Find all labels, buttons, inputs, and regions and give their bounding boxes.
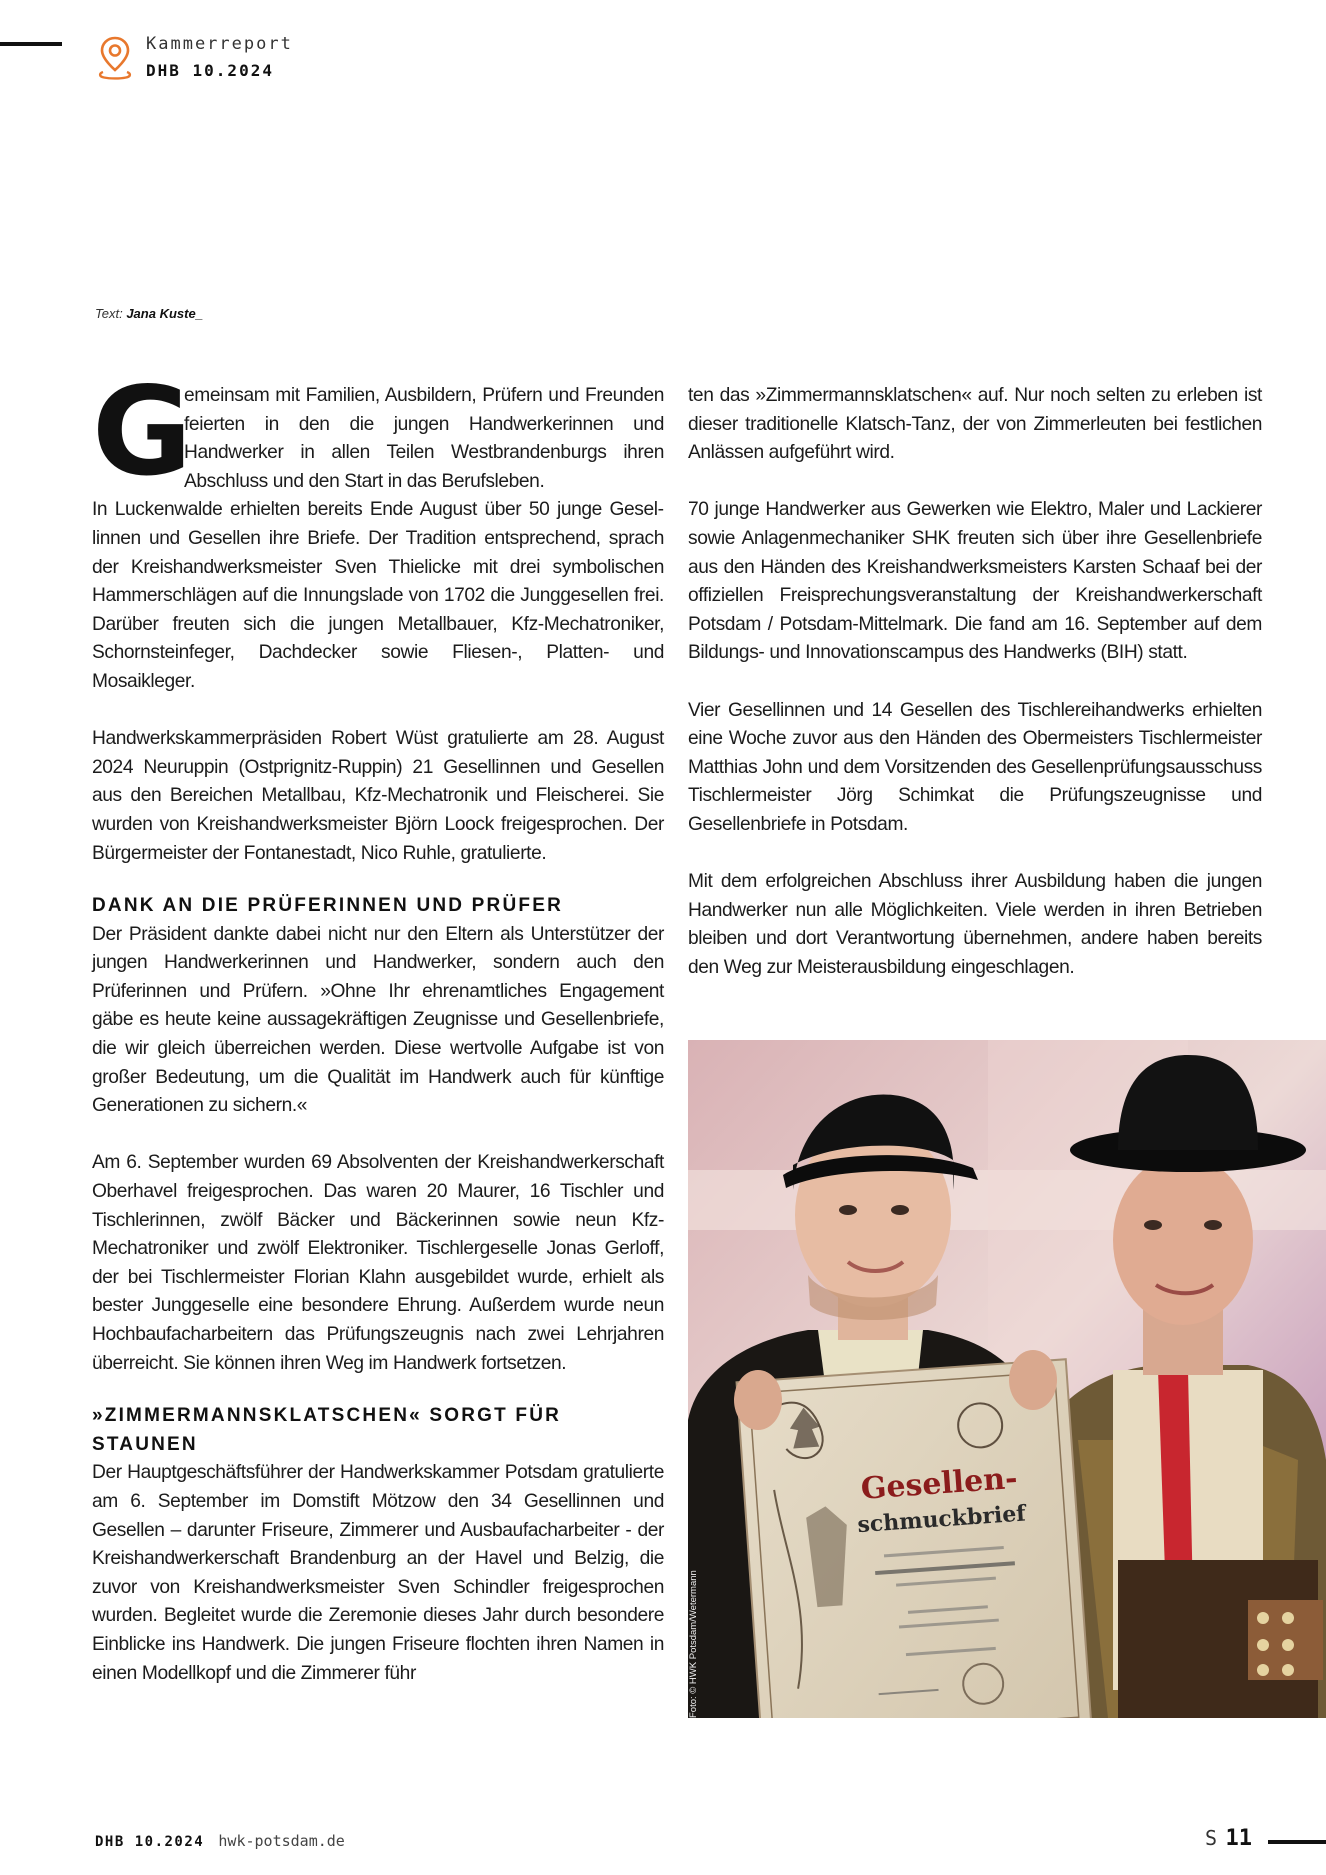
photo-illustration (688, 1040, 1326, 1718)
paragraph-moetzow: Der Hauptgeschäftsführer der Handwerkskammer Potsdam gratulierte am 6. September im Domstift Mötzow den 34 Gesellinnen und Gesellen – darunter Friseure, Zimmerer und Ausbaufacharbeiter - der Kreishandwerkerschaft Brandenburg an der Havel und Belzig, die zuvor von Kreishandwerksmeister Sven Schindler freigesprochen wurden. Begleitet wurde die Zeremonie dieses Jahr durch besondere Einblicke ins Handwerk. Die jungen Friseure flochten ihren Namen in einen Modellkopf und die Zimmerer führ (92, 1462, 664, 1684)
header-rule (0, 42, 62, 46)
footer-issue: DHB 10.2024 (95, 1834, 205, 1850)
photo-credit (688, 1570, 702, 1718)
byline-author: Jana Kuste_ (126, 306, 203, 321)
lead-paragraph-block (92, 361, 664, 503)
certificate-title-line-2: schmuckbrief (856, 1500, 1027, 1539)
issue-label: DHB 10.2024 (146, 61, 274, 80)
paragraph-moetzow-continued: ten das »Zimmermannsklatschen« auf. Nur noch selten zu erleben ist dieser traditionelle Klatsch-Tanz, der von Zimmerleuten bei festlichen Anlässen aufgeführt wird. (688, 385, 1262, 464)
paragraph-tischler: Vier Gesellinnen und 14 Gesellen des Tischlereihandwerks erhielten eine Woche zuvor aus den Händen des Obermeisters Tischlermeister Matthias John und dem Vorsitzenden des Gesellenprüfungsausschuss Tischlermeister Jörg Schimkat die Prüfungszeugnisse und Gesellenbriefe in Potsdam. (688, 699, 1262, 835)
photo-credit-text: Foto: © HWK Potsdam/Wetermann (688, 1570, 699, 1718)
article-photo (688, 1040, 1326, 1718)
lead-paragraph: emeinsam mit Familien, Ausbildern, Prüfern und Freunden feierten in den die jungen Handwerkerinnen und Handwerker in allen Teilen Westbrandenburgs ihren Abschluss und den Start in das Berufsleben. (184, 385, 664, 492)
byline (95, 306, 203, 321)
footer-rule (1268, 1840, 1326, 1844)
page-number-value: 11 (1225, 1826, 1252, 1851)
page-prefix: S (1205, 1826, 1218, 1850)
paragraph-potsdam: 70 junge Handwerker aus Gewerken wie Elektro, Maler und Lackierer sowie Anlagenmechaniker SHK freuten sich über ihre Gesellenbriefe aus den Händen des Kreishandwerksmeisters Karsten Schaaf bei der offiziellen Freisprechungsveranstaltung der Kreishandwerkerschaft Potsdam / Potsdam-Mittelmark. Die fand am 16. September auf dem Bildungs- und Innovationscampus des Handwerks (BIH) statt. (688, 499, 1262, 664)
paragraph-luckenwalde: In Luckenwalde erhielten bereits Ende August über 50 junge Gesellinnen und Gesellen ihre Briefe. Der Tradition entsprechend, sprach der Kreishandwerksmeister Sven Thielicke mit drei symbolischen Hammerschlägen auf die Innungslade von 1702 die Junggesellen frei. Darüber freuten sich die jungen Metallbauer, Kfz-Mechatroniker, Schornsteinfeger, Dachdecker sowie Fliesen-, Platten- und Mosaikleger. (92, 499, 664, 692)
subheading-zimmermannsklatschen: »ZIMMERMANNSKLATSCHEN« SORGT FÜR STAUNEN (92, 1405, 562, 1455)
byline-prefix: Text: (95, 306, 123, 321)
footer-website: hwk-potsdam.de (218, 1832, 345, 1850)
paragraph-abschluss: Mit dem erfolgreichen Abschluss ihrer Ausbildung haben die jungen Handwerker nun alle Möglichkeiten. Viele werden in ihren Betrieben bleiben und dort Verantwortung übernehmen, andere haben bereits den Weg zur Meisterausbildung eingeschlagen. (688, 871, 1262, 978)
certificate-title-line-1: Gesellen- (859, 1460, 1019, 1507)
page-number (1205, 1826, 1252, 1851)
article-column-right (688, 382, 1262, 982)
paragraph-oberhavel: Am 6. September wurden 69 Absolventen der Kreishandwerkerschaft Oberhavel freigesprochen. Das waren 20 Maurer, 16 Tischler und Tischlerinnen, zwölf Bäcker und Bäckerinnen sowie neun Kfz-Mechatroniker und zwölf Elektroniker. Tischlergeselle Jonas Gerloff, der bei Tischlermeister Florian Klahn ausgebildet wurde, erhielt als bester Junggeselle eine besondere Ehrung. Außerdem wurde neun Hochbaufacharbeitern das Prüfungszeugnis nach zwei Lehrjahren überreicht. Sie können ihren Weg im Handwerk fortsetzen. (92, 1152, 664, 1374)
paragraph-neuruppin: Handwerkskammerpräsiden Robert Wüst gratulierte am 28. August 2024 Neuruppin (Ostprignitz-Ruppin) 21 Gesellinnen und Gesellen aus den Bereichen Metallbau, Kfz-Mechatronik und Fleischerei. Sie wurden von Kreishandwerksmeister Björn Loock freigesprochen. Der Bürgermeister der Fontanestadt, Nico Ruhle, gratulierte. (92, 728, 664, 864)
paragraph-dank: Der Präsident dankte dabei nicht nur den Eltern als Unterstützer der jungen Handwerkerinnen und Handwerker, sondern auch den Prüferinnen und Prüfern. »Ohne Ihr ehrenamtliches Engagement gäbe es heute keine aussagekräftigen Zeugnisse und Gesellenbriefe, die wir gleich überreichen werden. Diese wertvolle Aufgabe ist von großer Bedeutung, um die Qualität im Handwerk auch für künftige Generationen zu sichern.« (92, 923, 664, 1117)
section-title: Kammerreport (146, 34, 293, 54)
location-pin-icon (95, 34, 135, 80)
subheading-dank: DANK AN DIE PRÜFERINNEN UND PRÜFER (92, 895, 563, 917)
article-column-left (92, 361, 664, 1688)
drop-cap: G (92, 361, 193, 503)
page-footer (95, 1832, 345, 1850)
